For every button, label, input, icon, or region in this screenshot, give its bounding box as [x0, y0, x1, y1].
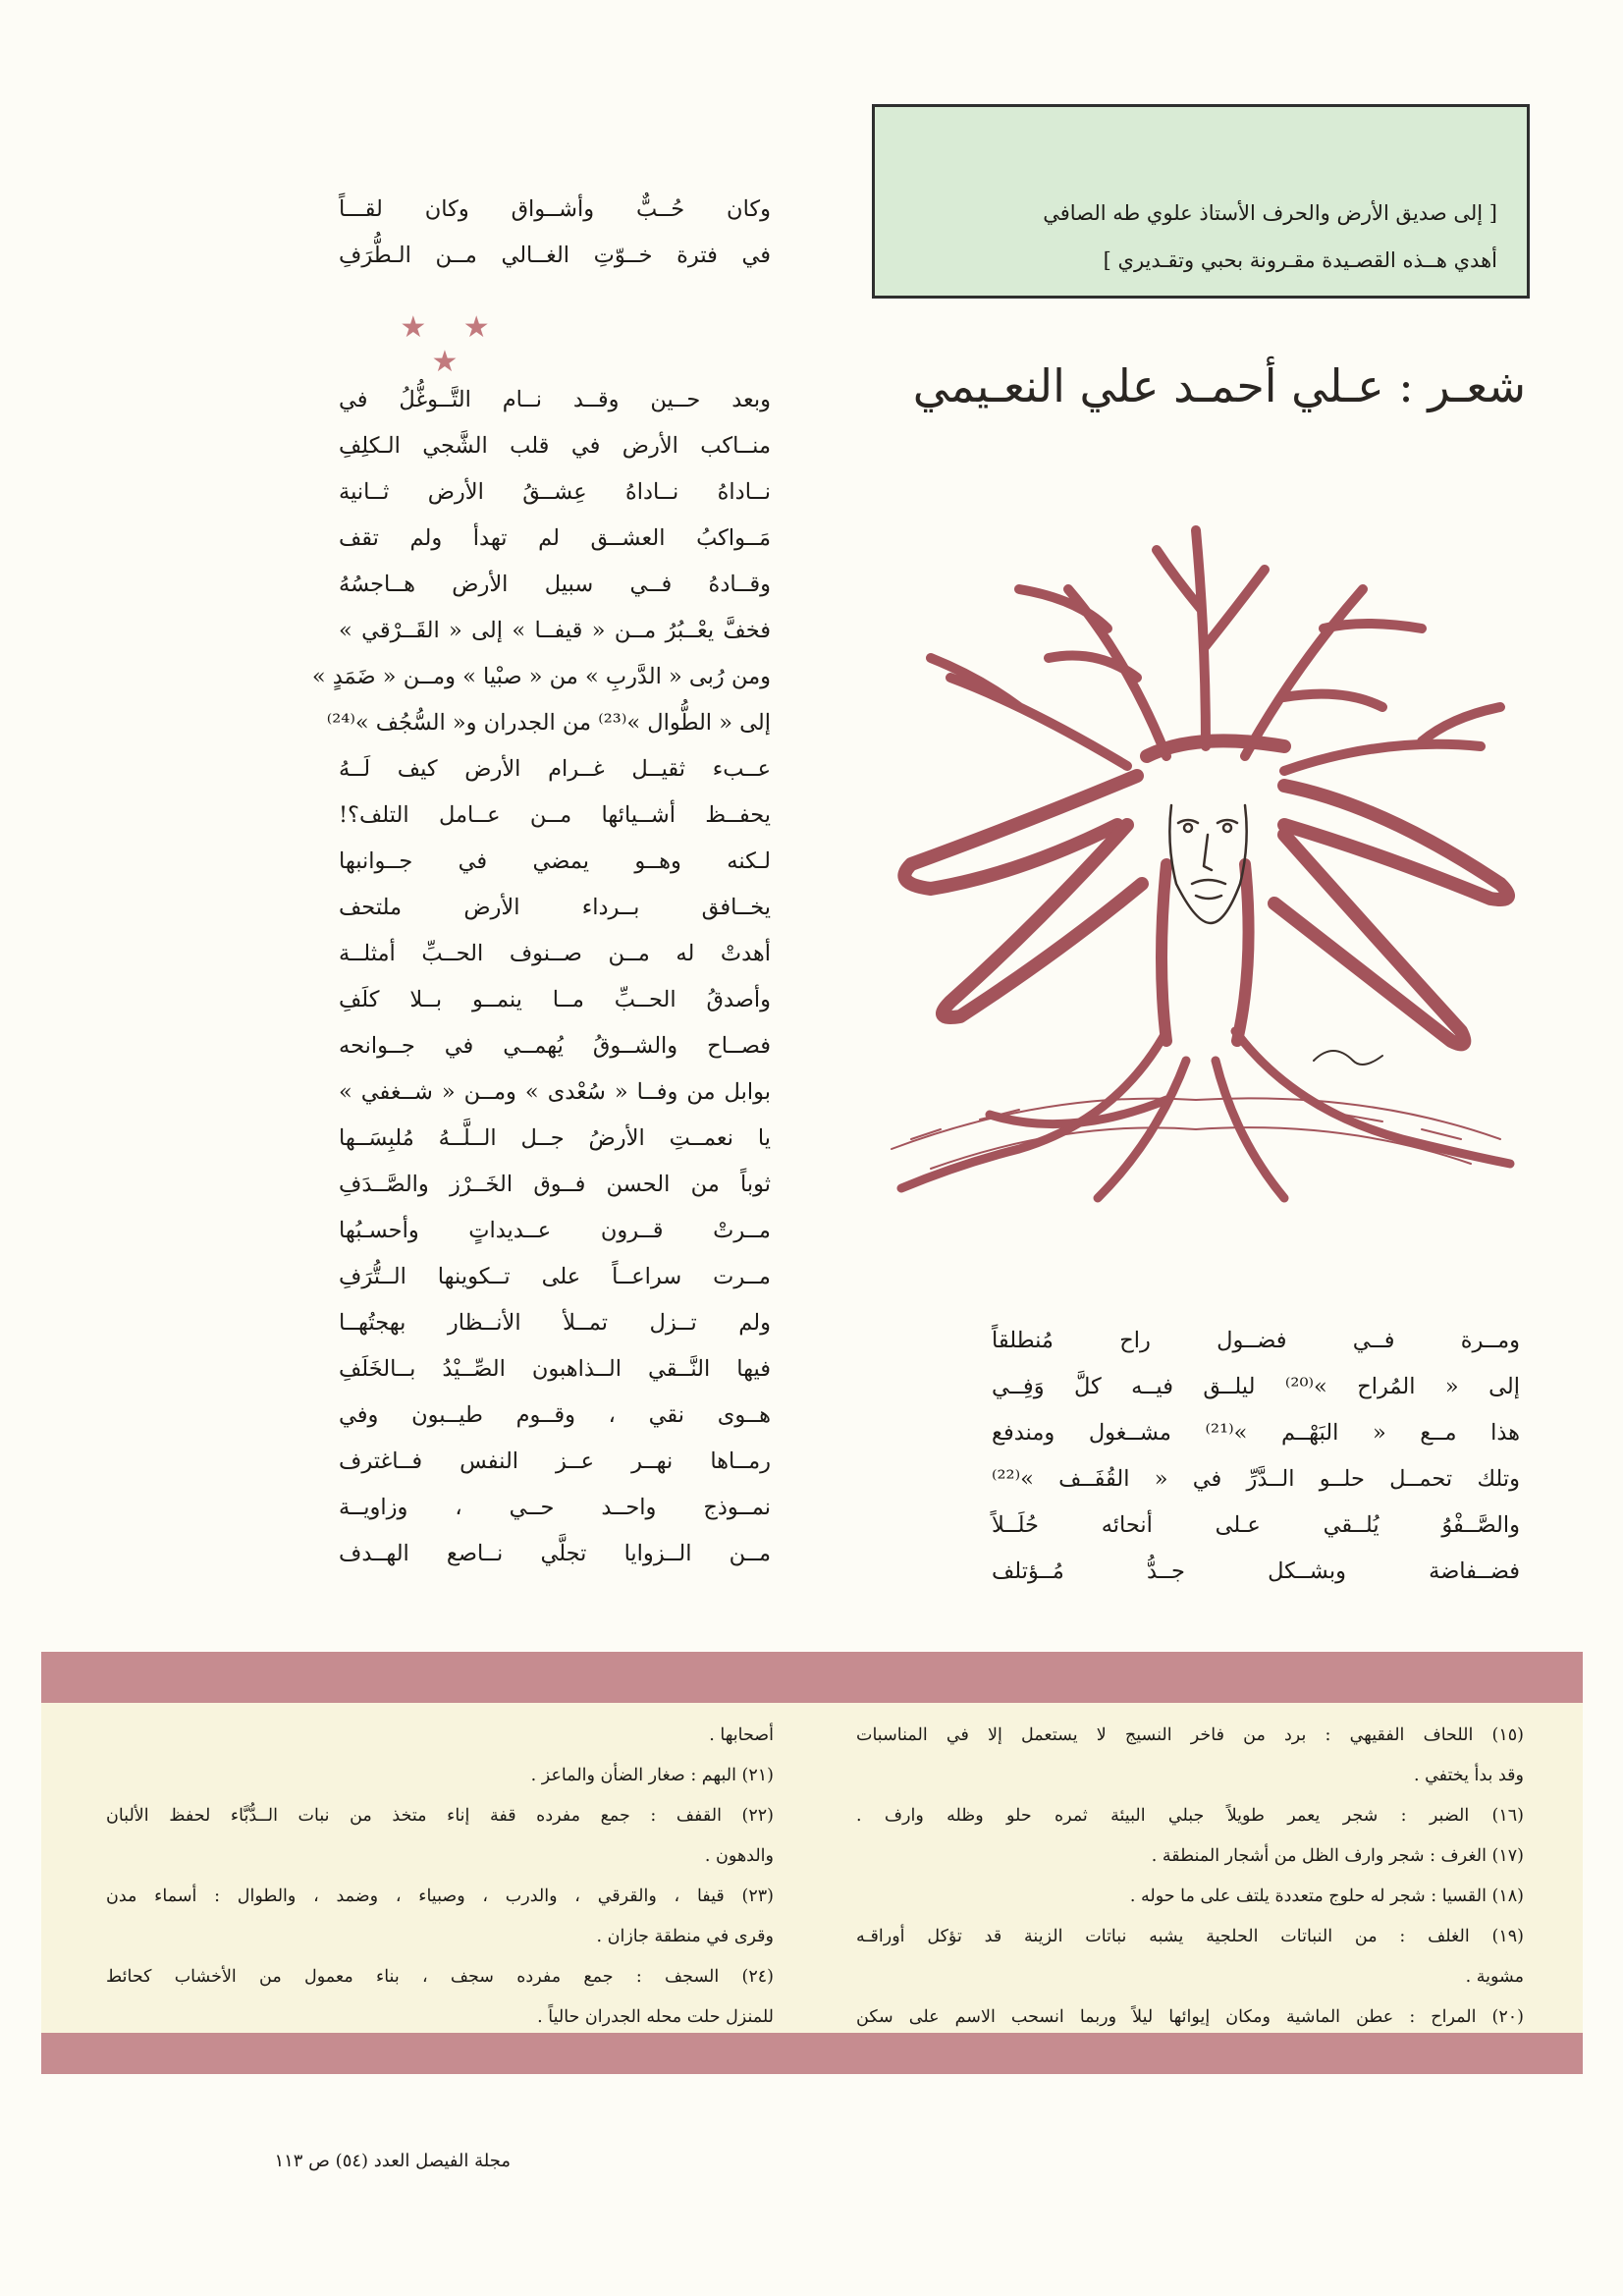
footnote-line: للمنزل حلت محله الجدران حالياً .	[537, 2007, 774, 2027]
verse-line: بوابل من وفــا « سُعْدى » ومــن « شــغفي »	[339, 1079, 771, 1105]
section-divider-stars: ★ ★ ★	[400, 310, 504, 379]
footnote-band-bottom	[41, 2033, 1583, 2074]
verse-line: يا نعمــتِ الأرضُ جــل الــلَّــهُ مُلبِسَــها	[339, 1125, 771, 1151]
verse-line: رمــاها نهــر عــز النفس فــاغترف	[339, 1449, 771, 1474]
verse-line: إلى « المُراح »⁽²⁰⁾ ليلــق فيــه كلَّ وَفِــي	[992, 1374, 1520, 1399]
dedication-line: أهدي هــذه القصـيدة مقـرونة بحبي وتقـديري ]	[1103, 248, 1497, 272]
verse-line: أهدتْ له مــن صــنوف الحــبِّ أمثلــة	[339, 941, 771, 966]
footnote-band-top	[41, 1652, 1583, 1703]
verse-line: والصَّــفْوُ يُلــقي عـلى أنحائه حُلَــلاً	[992, 1512, 1520, 1538]
verse-line: نمــوذج واحــد حــي ، وزاويــة	[339, 1495, 771, 1520]
verse-line: يخــافق بــرداء الأرض ملتحف	[339, 895, 771, 920]
verse-line: ثوباً من الحسن فــوق الخَــرْز والصَّــدَفِ	[339, 1172, 771, 1197]
verse-line: فصــاح والشــوقُ يُهمــي في جــوانحه	[339, 1033, 771, 1059]
verse-line: لـكنه وهــو يمضي في جــوانبها	[339, 848, 771, 874]
footnote-line: مشوية .	[1465, 1967, 1524, 1987]
footnote-line: (١٨) القسيا : شجر له حلوج متعددة يلتف على ما حوله .	[1129, 1886, 1524, 1906]
verse-line: وأصدقُ الحــبِّ مــا ينمــو بــلا كلَفِ	[339, 987, 771, 1012]
footnote-line: (٢٠) المراح : عطن الماشية ومكان إيوائها ليلاً وربما انسحب الاسم على سكن	[856, 2007, 1524, 2027]
verse-column-top	[339, 187, 771, 279]
dedication-box	[872, 104, 1530, 299]
verse-column-right	[992, 1318, 1520, 1595]
verse-line: مــن الــزوايا تجلَّي نــاصع الهــدف	[339, 1541, 771, 1566]
dedication-line: [ إلى صديق الأرض والحرف الأستاذ علوي طه الصافي	[1043, 201, 1497, 225]
verse-line: وبعد حــين وقــد نــام التَّــوغُّلُ في	[339, 387, 771, 412]
verse-line: وقــادهُ فــي سبيل الأرض هــاجسُهُ	[339, 572, 771, 597]
trunk	[1162, 864, 1249, 1041]
verse-line: يحفــظ أشــيائها مــن عــامل التلف؟!	[339, 802, 771, 828]
footnote-line: وقرى في منطقة جازان .	[596, 1927, 774, 1946]
verse-line: فضــفاضة وبشــكل جــدُّ مُــؤتلف	[992, 1558, 1520, 1584]
verse-line: إلى « الطُّوال »⁽²³⁾ من الجدران و« السُّجُف »⁽²⁴⁾	[326, 710, 771, 736]
verse-line: عــبء ثقيــل غــرام الأرض كيف لَــهُ	[339, 756, 771, 782]
verse-line: في فترة خــوّتِ الغــالي مــن الـطُّرَفِ	[339, 243, 771, 268]
footnote-line: (١٦) الضبر : شجر يعمر طويلاً جبلي البيئة ثمره حلو وظله وارف .	[856, 1806, 1524, 1826]
verse-line: مَــواكبُ العشــق لم تهدأ ولم تقف	[339, 525, 771, 551]
page-footer: مجلة الفيصل العدد (٥٤) ص ١١٣	[274, 2151, 511, 2171]
verse-line: هــوى نقي ، وقــوم طيــبون وفي	[339, 1402, 771, 1428]
footnote-line: وقد بدأ يختفي .	[1413, 1766, 1524, 1785]
face	[1169, 805, 1246, 923]
footnote-line: والدهون .	[704, 1846, 774, 1866]
footnote-line: (٢١) البهم : صغار الضأن والماعز .	[530, 1766, 774, 1785]
footnotes-left-column	[106, 1716, 774, 2038]
footnote-line: (١٧) الغرف : شجر وارف الظل من أشجار المنطقة .	[1151, 1846, 1524, 1866]
artist-signature	[1314, 1051, 1382, 1065]
verse-line: ومــرة فــي فضــول راح مُنطلقاً	[992, 1328, 1520, 1353]
footnote-line: (٢٢) القفف : جمع مفرده قفة إناء متخذ من نبات الــدُّبَّاء لحفظ الألبان	[106, 1806, 774, 1826]
verse-column-main	[311, 377, 771, 1577]
tree-face-illustration	[872, 511, 1520, 1218]
footnote-line: (١٥) اللحاف الفقيهي : برد من فاخر النسيج لا يستعمل إلا في المناسبات	[856, 1725, 1524, 1745]
verse-line: منــاكب الأرض في قلب الشَّجي الـكلِفِ	[339, 433, 771, 459]
verse-line: وكان حُــبٌّ وأشــواق وكان لقـــاً	[339, 196, 771, 222]
verse-line: مــرت سراعــاً على تــكوينها الــتُّرَفِ	[339, 1264, 771, 1289]
roots	[901, 1031, 1510, 1198]
verse-line: وتلك تحمــل حلــو الــدَّرِّ في « القُفَــف »⁽²²⁾	[992, 1466, 1520, 1492]
footnote-line: (٢٤) السجف : جمع مفرده سجف ، بناء معمول من الأخشاب كحائط	[106, 1967, 774, 1987]
verse-line: نــاداهُ نــاداهُ عِشــقُ الأرض ثــانية	[339, 479, 771, 505]
verse-line: ومن رُبى « الدَّربِ » من « صبْيا » ومــن « ضَمَدٍ »	[311, 664, 771, 689]
footnote-line: (٢٣) قيفا ، والقرقي ، والدرب ، وصبياء ، وضمد ، والطوال : أسماء مدن	[106, 1886, 774, 1906]
verse-line: ولم تــزل تمــلأ الأنــظار بهجتُهــا	[339, 1310, 771, 1336]
flowing-hair	[904, 740, 1508, 1044]
verse-line: مــرتْ قــرون عــديداتٍ وأحسـبُها	[339, 1218, 771, 1243]
footnote-line: أصحابها .	[709, 1725, 774, 1745]
poem-byline: شعـر : عـلي أحمـد علي النعـيمي	[912, 359, 1526, 412]
verse-line: هذا مــع « البَهْــم »⁽²¹⁾ مشــغول ومندفع	[992, 1420, 1520, 1446]
footnotes-right-column	[856, 1716, 1524, 2038]
verse-line: فيها النَّــقي الــذاهبون الصِّــيْدُ بــالخَلَفِ	[339, 1356, 771, 1382]
verse-line: فخفَّ يعْــبُرُ مــن « قيفــا » إلى « القَــرْقي »	[339, 618, 771, 643]
footnote-line: (١٩) الغلف : من النباتات الحلجية يشبه نباتات الزينة قد تؤكل أوراقـه	[856, 1927, 1524, 1946]
